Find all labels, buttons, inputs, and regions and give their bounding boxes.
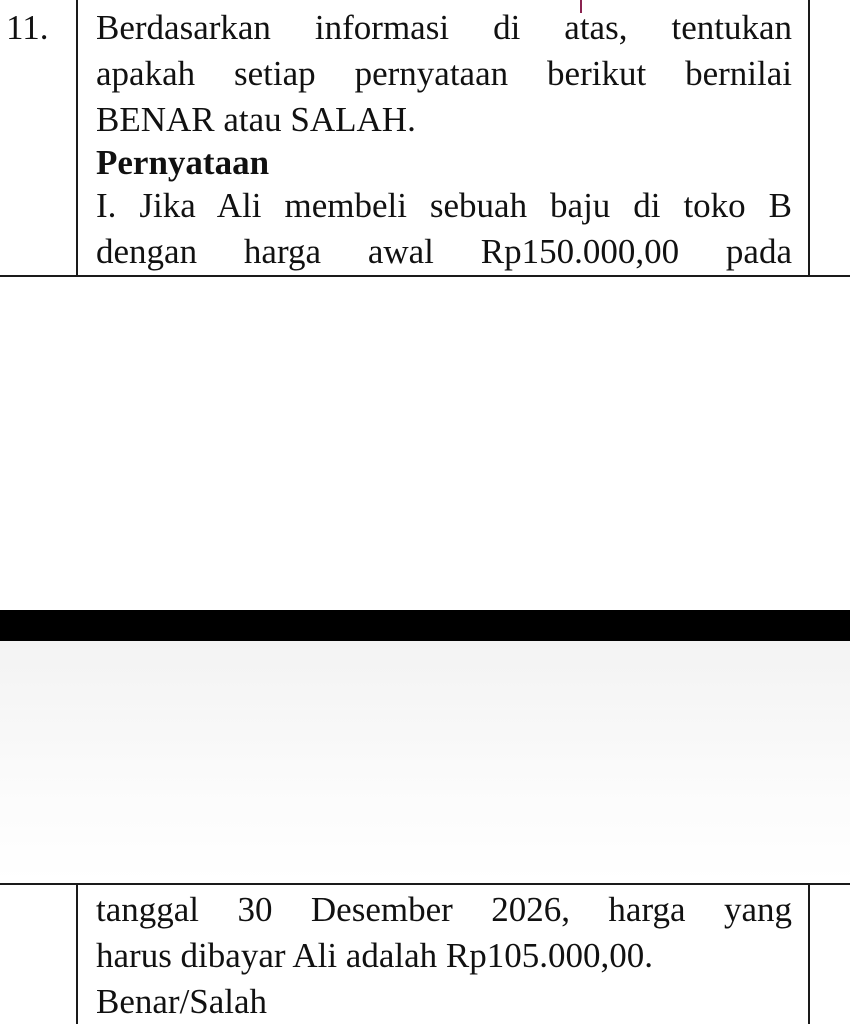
statement-line-2: dengan harga awal Rp150.000,00 pada xyxy=(96,232,792,271)
statement-line-1: I. Jika Ali membeli sebuah baju di toko B xyxy=(96,186,792,225)
screenshot-separator xyxy=(0,610,850,641)
intro-line-1: Berdasarkan informasi di atas, tentukan xyxy=(96,8,792,47)
statement-line-4: harus dibayar Ali adalah Rp105.000,00. xyxy=(96,936,653,975)
table-divider-right xyxy=(808,0,810,277)
blank-area xyxy=(0,278,850,610)
statement-heading: Pernyataan xyxy=(96,143,270,182)
table-bottom-border xyxy=(0,275,850,277)
table-divider-left xyxy=(76,883,78,1024)
table-divider-right xyxy=(808,883,810,1024)
intro-line-3: BENAR atau SALAH. xyxy=(96,100,416,139)
intro-line-2: apakah setiap pernyataan berikut bernilai xyxy=(96,54,792,93)
table-divider-left xyxy=(76,0,78,277)
question-number: 11. xyxy=(6,8,49,47)
grey-gap-area xyxy=(0,641,850,883)
question-table-bottom xyxy=(0,883,850,1024)
question-table-top xyxy=(0,0,850,278)
question-text xyxy=(96,5,792,275)
table-top-border xyxy=(0,883,850,885)
answer-options: Benar/Salah xyxy=(96,982,268,1021)
statement-continuation xyxy=(96,887,792,1025)
statement-line-3: tanggal 30 Desember 2026, harga yang xyxy=(96,890,792,929)
